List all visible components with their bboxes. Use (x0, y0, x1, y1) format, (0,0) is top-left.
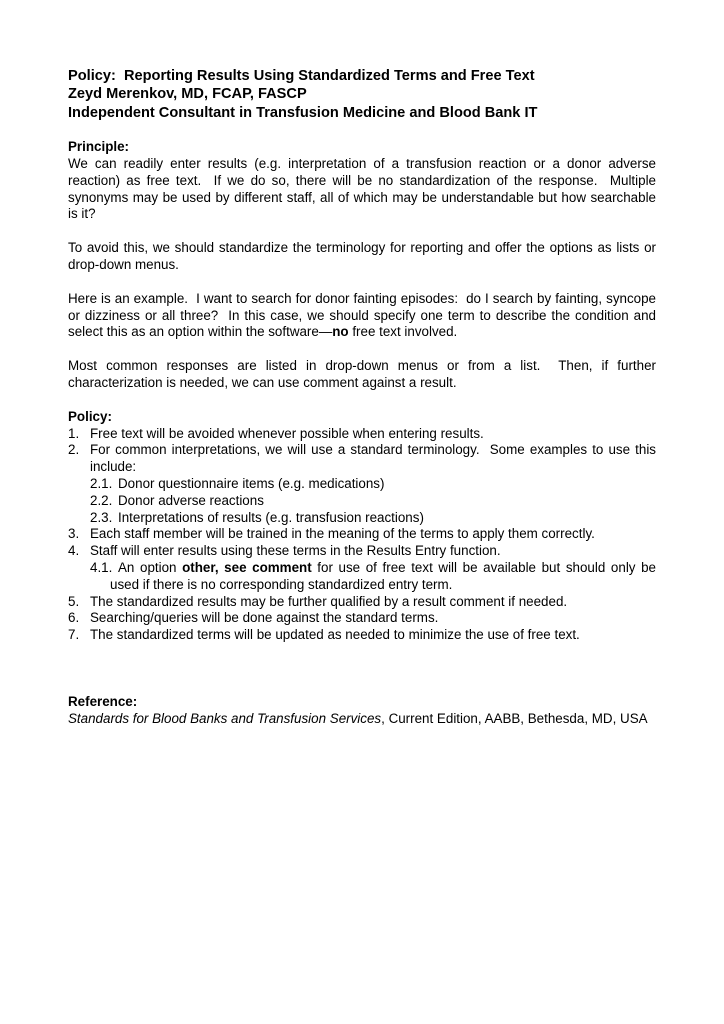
policy-item-2 (68, 442, 660, 476)
policy-item-2-1 (90, 476, 656, 493)
list-item-text: Staff will enter results using these terms in the Results Entry function. (90, 543, 501, 559)
policy-item-4-1 (90, 559, 660, 594)
policy-item-5 (68, 594, 656, 611)
policy-item-6 (68, 610, 656, 627)
principle-paragraph-3 (68, 290, 660, 341)
principle-paragraph-1: We can readily enter results (e.g. interpretation of a transfusion reaction or a donor adverse reaction) as free text. If we do so, there will be no standardization of the response. Multiple synonyms may be used by different staff, all of which may be understandable but how searchable is it? (68, 156, 660, 222)
list-item-text-after: for use of free text will be available but should only be used if there is no corresponding standardized entry term. (110, 559, 660, 592)
list-item-marker: 2.2. (90, 492, 113, 508)
list-item-marker: 2.1. (90, 475, 113, 491)
title-block (68, 67, 656, 122)
list-item-marker: 4.1. (90, 559, 113, 575)
principle-paragraph-2: To avoid this, we should standardize the terminology for reporting and offer the options as lists or drop-down menus. (68, 240, 660, 272)
document-author-role: Independent Consultant in Transfusion Medicine and Blood Bank IT (68, 104, 538, 121)
reference-block (68, 694, 656, 728)
list-item-text: The standardized terms will be updated as needed to minimize the use of free text. (90, 627, 580, 643)
list-item-text: For common interpretations, we will use a standard terminology. Some examples to use this include: (90, 442, 660, 475)
document-author: Zeyd Merenkov, MD, FCAP, FASCP (68, 86, 307, 103)
list-item-marker: 7. (68, 627, 80, 643)
policy-item-7 (68, 627, 656, 644)
policy-item-3 (68, 526, 656, 543)
list-item-text: Donor questionnaire items (e.g. medications) (118, 475, 385, 491)
list-item-marker: 6. (68, 610, 80, 626)
reference-title-italic: Standards for Blood Banks and Transfusion Services (68, 710, 382, 726)
list-item-text: Interpretations of results (e.g. transfusion reactions) (118, 509, 424, 525)
list-item-marker: 1. (68, 425, 80, 441)
list-item-marker: 4. (68, 543, 80, 559)
list-item-text: Donor adverse reactions (118, 492, 264, 508)
policy-item-2-2 (90, 493, 656, 510)
list-item-marker: 3. (68, 526, 80, 542)
list-item-text: Free text will be avoided whenever possible when entering results. (90, 425, 484, 441)
reference-heading: Reference: (68, 693, 138, 709)
paragraph-text: free text involved. (348, 324, 458, 340)
reference-citation (68, 711, 656, 728)
policy-item-4 (68, 543, 656, 560)
list-item-marker: 5. (68, 593, 80, 609)
paragraph-text: Here is an example. I want to search for donor fainting episodes: do I search by fainting, syncope or dizziness or all three? In this case, we should specify one term to describe the condition and select this as an option within the software— (68, 290, 660, 340)
principle-heading: Principle: (68, 139, 130, 155)
document-title: Policy: Reporting Results Using Standardized Terms and Free Text (68, 68, 535, 84)
list-item-marker: 2.3. (90, 509, 113, 525)
policy-heading: Policy: (68, 408, 112, 424)
list-item-text: Each staff member will be trained in the meaning of the terms to apply them correctly. (90, 526, 595, 542)
list-item-text: Searching/queries will be done against the standard terms. (90, 610, 439, 626)
list-item-text-before: An option (118, 559, 183, 575)
list-item-marker: 2. (68, 442, 80, 458)
policy-item-1 (68, 426, 656, 443)
bold-emphasis-other-see-comment: other, see comment (182, 559, 312, 575)
list-item-text (110, 560, 660, 592)
bold-emphasis-no: no (332, 324, 349, 340)
list-item-text: The standardized results may be further qualified by a result comment if needed. (90, 593, 568, 609)
policy-item-2-3 (90, 510, 656, 527)
principle-paragraph-4: Most common responses are listed in drop-down menus or from a list. Then, if further characterization is needed, we can use comment against a result. (68, 358, 660, 390)
policy-list (68, 425, 660, 644)
reference-details: , Current Edition, AABB, Bethesda, MD, USA (381, 710, 648, 726)
